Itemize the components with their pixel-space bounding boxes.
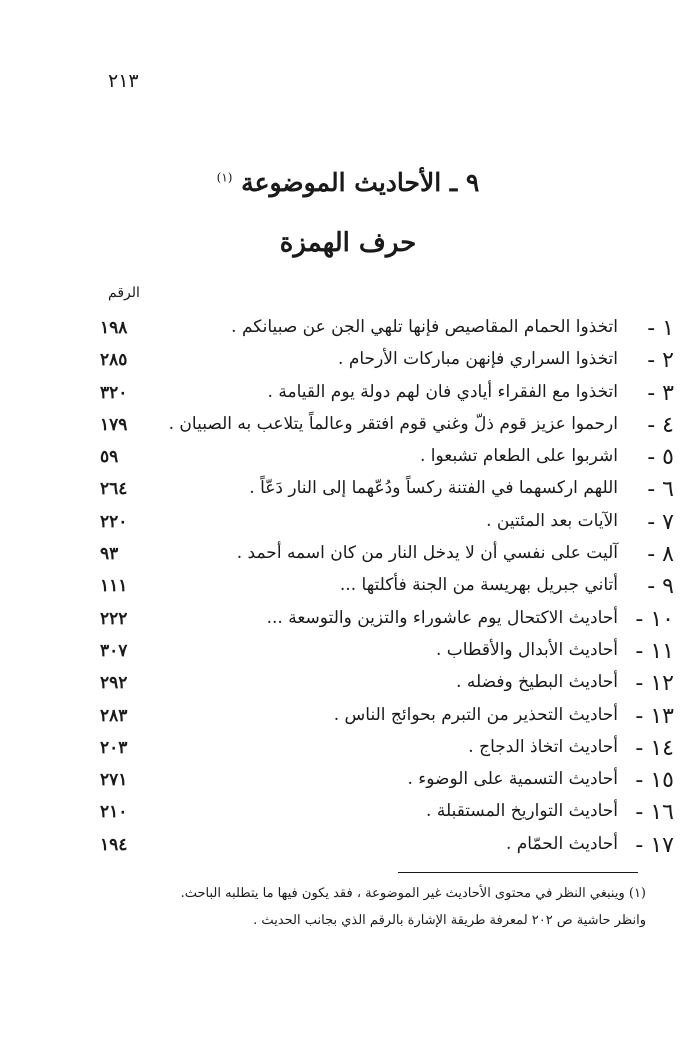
list-item [0, 474, 696, 506]
entry-page-number: ١٧٩ [100, 414, 128, 435]
entry-number: ١١ - [635, 638, 674, 664]
entry-text: أحاديث التسمية على الوضوء . [407, 769, 618, 790]
entry-number: ١ - [647, 316, 674, 341]
footnote [86, 880, 646, 934]
list-item [0, 765, 696, 797]
chapter-footnote-mark: (١) [216, 170, 233, 185]
list-item [0, 571, 696, 603]
list-item [0, 507, 696, 539]
entry-text: أحاديث الاكتحال يوم عاشوراء والتزين والتوسعة ... [266, 607, 618, 628]
chapter-title-text: ٩ ـ الأحاديث الموضوعة [241, 168, 480, 197]
entry-page-number: ٢٩٢ [100, 673, 128, 694]
entry-text: آليت على نفسي أن لا يدخل النار من كان اسمه أحمد . [236, 543, 618, 564]
entry-number: ٤ - [647, 412, 674, 438]
entry-page-number: ٣٢٠ [100, 382, 128, 403]
hadith-index-list [0, 313, 696, 862]
entry-number: ١٦ - [635, 800, 674, 826]
entry-text: اتخذوا الحمام المقاصيص فإنها تلهي الجن عن صبيانكم . [231, 317, 618, 337]
entry-number: ١٣ - [635, 703, 674, 729]
entry-text: أحاديث الحمّام . [505, 833, 618, 854]
entry-page-number: ٢٦٤ [100, 479, 128, 500]
list-item [0, 539, 696, 571]
page-number: ٢١٣ [108, 70, 139, 92]
list-item [0, 636, 696, 668]
entry-text: أحاديث التحذير من التبرم بحوائج الناس . [333, 704, 618, 725]
entry-text: اشربوا على الطعام تشبعوا . [419, 446, 618, 467]
list-item [0, 701, 696, 733]
entry-text: أحاديث اتخاذ الدجاج . [468, 736, 618, 757]
entry-page-number: ١١١ [100, 576, 128, 597]
entry-page-number: ٢١٠ [100, 802, 128, 823]
entry-page-number: ١٩٤ [100, 834, 128, 855]
chapter-title [0, 168, 696, 197]
entry-number: ٣ - [647, 380, 674, 406]
list-item [0, 345, 696, 377]
entry-page-number: ٣٠٧ [100, 640, 128, 661]
list-item [0, 378, 696, 410]
entry-text: اتخذوا مع الفقراء أيادي فان لهم دولة يوم القيامة . [267, 381, 618, 402]
entry-text: أحاديث البطيخ وفضله . [456, 672, 618, 693]
entry-text: اللهم اركسهما في الفتنة ركساً ودُعّهما إلى النار دَعّاً . [249, 478, 618, 499]
entry-page-number: ٢٠٣ [100, 737, 128, 758]
entry-number: ٥ - [647, 445, 674, 471]
entry-number: ٩ - [647, 574, 674, 600]
entry-text: أتاني جبريل بهريسة من الجنة فأكلتها ... [339, 575, 618, 596]
entry-number: ٧ - [647, 509, 674, 535]
footnote-line: وانظر حاشية ص ٢٠٢ لمعرفة طريقة الإشارة بالرقم الذي بجانب الحديث . [253, 913, 646, 928]
entry-text: اتخذوا السراري فإنهن مباركات الأرحام . [338, 349, 618, 370]
entry-page-number: ٢٨٣ [100, 705, 128, 726]
entry-number: ٦ - [647, 477, 674, 503]
entry-number: ١٧ - [635, 832, 674, 858]
entry-number: ١٥ - [635, 768, 674, 794]
list-item [0, 733, 696, 765]
list-item [0, 604, 696, 636]
entry-page-number: ٩٣ [100, 544, 119, 565]
entry-page-number: ٢٢٠ [100, 511, 128, 532]
footnote-divider [398, 872, 638, 873]
entry-number: ١٤ - [635, 735, 674, 761]
entry-text: الآيات بعد المئتين . [486, 510, 618, 531]
list-item [0, 442, 696, 474]
entry-number: ١٢ - [635, 671, 674, 697]
list-item [0, 668, 696, 700]
entry-number: ٨ - [647, 542, 674, 568]
section-title: حرف الهمزة [279, 228, 417, 258]
list-item [0, 797, 696, 829]
number-column-label: الرقم [108, 285, 140, 301]
entry-number: ١٠ - [635, 606, 674, 632]
entry-page-number: ٢٢٢ [100, 608, 128, 629]
entry-page-number: ٥٩ [100, 447, 119, 468]
entry-page-number: ١٩٨ [100, 318, 128, 338]
list-item [0, 830, 696, 862]
entry-number: ٢ - [647, 348, 674, 374]
entry-text: أحاديث التواريخ المستقبلة . [426, 801, 618, 822]
entry-text: أحاديث الأبدال والأقطاب . [435, 639, 618, 660]
footnote-line: (١) وينبغي النظر في محتوى الأحاديث غير الموضوعة ، فقد يكون فيها ما يتطلبه الباحث. [180, 886, 646, 901]
entry-page-number: ٢٨٥ [100, 350, 128, 371]
list-item [0, 410, 696, 442]
list-item [0, 313, 696, 345]
entry-text: ارحموا عزيز قوم ذلّ وغني قوم افتقر وعالماً يتلاعب به الصبيان . [168, 413, 618, 434]
entry-page-number: ٢٧١ [100, 770, 128, 791]
